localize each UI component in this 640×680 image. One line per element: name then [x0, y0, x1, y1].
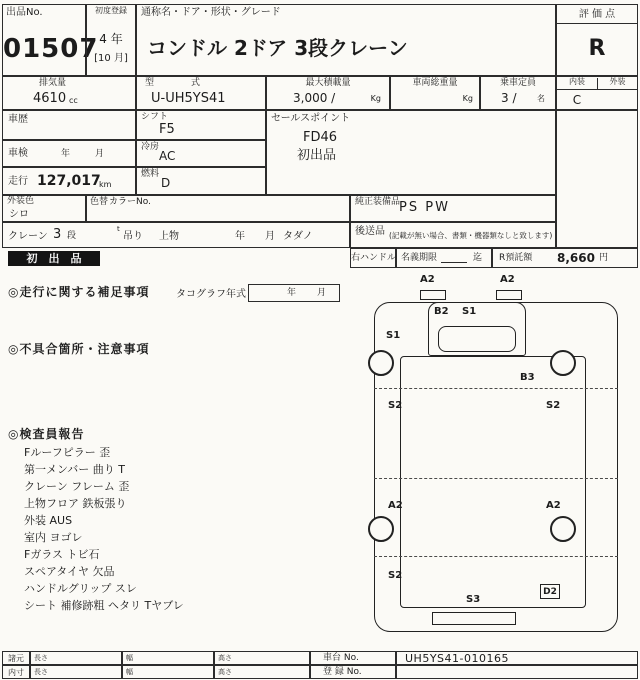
diagram-label-tail-center: S3 — [466, 594, 481, 605]
vehicle-name-value: コンドル 2ドア 3段クレーン — [147, 36, 408, 60]
diagram-label-cab-s1: S1 — [462, 306, 477, 317]
score-value: R — [588, 36, 606, 61]
model-code-cell — [136, 76, 266, 110]
displacement-label: 排気量 — [39, 78, 67, 88]
mileage-label: 走行 — [8, 176, 28, 187]
crane-ton-mark: t — [117, 225, 120, 233]
oem-equipment-cell — [350, 195, 556, 222]
crane-year: 年 — [235, 231, 245, 242]
sales-point-label: セールスポイント — [271, 113, 351, 124]
exhibit-no-cell — [2, 4, 99, 76]
tachograph-label: タコグラフ年式 — [176, 289, 246, 300]
inspector-note: Fルーフピラー 歪 — [24, 446, 111, 459]
roof-marker-right — [496, 290, 522, 300]
interior-exterior-cell — [556, 76, 638, 110]
color-no-label: カラーNo. — [109, 197, 151, 207]
inner-height-cell — [214, 665, 310, 679]
model-code-label: 型 式 — [145, 78, 215, 88]
shift-value: F5 — [159, 122, 175, 137]
diagram-label-mid-right: S2 — [546, 400, 561, 411]
inner-row-label: 内寸 — [8, 668, 24, 677]
name-limit-label: 名義期限 — [401, 253, 438, 263]
crane-cell — [2, 222, 350, 248]
shift-label: シフト — [141, 112, 169, 122]
mileage-value: 127,017 — [37, 173, 101, 189]
crane-unit: 段 — [67, 231, 77, 241]
displacement-unit: cc — [69, 96, 78, 105]
crane-month: 月 — [265, 231, 275, 242]
diagram-label-rear-left: A2 — [388, 500, 403, 511]
vehicle-diagram — [348, 268, 640, 650]
ac-label: 冷房 — [141, 142, 160, 152]
crane-value: 3 — [53, 227, 62, 242]
max-load-label: 最大積載量 — [305, 78, 351, 88]
mileage-unit: km — [99, 180, 112, 189]
first-registration-cell — [86, 4, 136, 76]
max-load-unit: Kg — [370, 94, 381, 103]
diagram-label-mid-left: S2 — [388, 400, 403, 411]
first-listing-badge: 初出品 — [8, 251, 100, 266]
vehicle-name-label: 通称名・ドア・形状・グレード — [141, 7, 281, 18]
diagram-label-tail-right: D2 — [540, 584, 560, 599]
displacement-cell — [2, 76, 136, 110]
inner-width-cell — [122, 665, 214, 679]
tachograph-box — [248, 284, 340, 302]
bed-outline — [400, 356, 586, 608]
sales-point-line1: FD46 — [303, 130, 338, 145]
inner-length-cell — [30, 665, 122, 679]
defects-heading: ◎不具合箇所・注意事項 — [8, 342, 150, 356]
forwarding-label: 後送品 — [355, 226, 385, 237]
dims-row-label-cell — [2, 651, 30, 665]
windshield-outline — [438, 326, 516, 352]
history-label: 車歴 — [8, 114, 28, 125]
inner-width-label: 幅 — [126, 668, 133, 676]
crane-lift-label: 吊り — [123, 231, 143, 242]
first-registration-label: 初度登録 — [95, 6, 127, 15]
inner-height-label: 高さ — [218, 668, 232, 676]
fuel-cell — [136, 167, 266, 195]
diagram-label-front-left: S1 — [386, 330, 401, 341]
inspection-cell — [2, 140, 136, 167]
diagram-label-roof-left: A2 — [420, 274, 435, 285]
inspector-note: シート 補修跡粗 ヘタリ Tヤブレ — [24, 599, 184, 612]
exterior-color-cell — [2, 195, 86, 222]
sales-point-line2: 初出品 — [297, 148, 337, 163]
color-change-cell — [86, 195, 350, 222]
interior-score: C — [572, 93, 582, 107]
chassis-no-label: 車台 No. — [323, 653, 359, 663]
inner-length-label: 長さ — [34, 668, 48, 676]
diagram-label-roof-right: A2 — [500, 274, 515, 285]
capacity-unit: 名 — [537, 94, 545, 103]
dims-length-cell — [30, 651, 122, 665]
diagram-label-front-right: B3 — [520, 372, 535, 383]
inspection-year: 年 — [61, 149, 71, 159]
interior-label: 内装 — [557, 78, 597, 90]
tachograph-month: 月 — [317, 288, 327, 298]
rear-bumper — [432, 612, 516, 625]
capacity-cell — [480, 76, 556, 110]
forwarding-note: (記載が無い場合、書類・機器類なしと致します) — [389, 231, 553, 240]
max-load-cell — [266, 76, 390, 110]
exterior-color-value: シロ — [9, 209, 29, 220]
diagram-divider-2 — [374, 478, 618, 479]
dims-height-label: 高さ — [218, 654, 232, 662]
exhibit-no-value: 01507 — [3, 34, 99, 64]
registration-no-value-cell — [396, 665, 638, 679]
crane-label: クレーン — [8, 231, 48, 242]
inspector-note: スペアタイヤ 欠品 — [24, 565, 115, 578]
inspector-note: Fガラス トビ石 — [24, 548, 100, 561]
name-limit-until: 迄 — [473, 253, 483, 263]
gross-weight-unit: Kg — [462, 94, 473, 103]
color-change-label: 色替 — [90, 197, 109, 207]
right-margin-cell — [556, 110, 638, 248]
history-cell — [2, 110, 136, 140]
inspection-month: 月 — [95, 149, 105, 159]
exhibit-no-label: 出品No. — [6, 7, 43, 18]
wheel-front-left — [368, 350, 394, 376]
inner-row-label-cell — [2, 665, 30, 679]
crane-body-label: 上物 — [159, 231, 179, 242]
registration-no-label-cell — [310, 665, 396, 679]
shift-cell — [136, 110, 266, 140]
first-registration-year: 4 年 — [99, 32, 123, 46]
deposit-unit: 円 — [599, 253, 609, 263]
ac-cell — [136, 140, 266, 167]
exterior-label: 外装 — [597, 78, 637, 90]
inspector-note: 上物フロア 鉄板張り — [24, 497, 127, 510]
diagram-label-tail-left: S2 — [388, 570, 403, 581]
dims-width-label: 幅 — [126, 654, 133, 662]
ac-value: AC — [159, 149, 176, 163]
handle-label: 右ハンドル — [351, 253, 397, 263]
diagram-divider-1 — [374, 388, 618, 389]
deposit-label: R預託額 — [499, 253, 533, 263]
chassis-no-value: UH5YS41-010165 — [405, 652, 509, 665]
inspector-note: クレーン フレーム 歪 — [24, 480, 130, 493]
diagram-label-rear-right: A2 — [546, 500, 561, 511]
inspector-note: 外装 AUS — [24, 514, 73, 527]
oem-equipment-value: PS PW — [399, 200, 450, 215]
forwarding-cell — [350, 222, 556, 248]
wheel-rear-right — [550, 516, 576, 542]
inspection-label: 車検 — [8, 148, 28, 159]
chassis-no-value-cell — [396, 651, 638, 665]
diagram-label-cab-b2: B2 — [434, 306, 449, 317]
displacement-value: 4610 — [33, 91, 67, 106]
max-load-value: 3,000 / — [293, 91, 336, 105]
score-label: 評 価 点 — [557, 9, 637, 24]
name-limit-cell — [396, 248, 492, 268]
inspector-notes-list — [24, 444, 184, 614]
fuel-value: D — [161, 176, 171, 190]
diagram-divider-3 — [374, 556, 618, 557]
score-cell — [556, 4, 638, 76]
inspector-note: 室内 ヨゴレ — [24, 531, 83, 544]
oem-equipment-label: 純正装備品 — [355, 197, 401, 207]
roof-marker-left — [420, 290, 446, 300]
dims-length-label: 長さ — [34, 654, 48, 662]
tachograph-year: 年 — [287, 288, 297, 298]
dims-row-label: 諸元 — [8, 654, 24, 663]
handle-cell — [350, 248, 396, 268]
capacity-value: 3 / — [501, 91, 517, 105]
fuel-label: 燃料 — [141, 169, 160, 179]
name-limit-blank — [441, 262, 467, 263]
inspector-note: 第一メンバー 曲り T — [24, 463, 125, 476]
gross-weight-label: 車両総重量 — [412, 78, 458, 88]
inspector-note: ハンドルグリップ スレ — [24, 582, 137, 595]
mileage-notes-heading: ◎走行に関する補足事項 — [8, 285, 150, 299]
dims-height-cell — [214, 651, 310, 665]
wheel-rear-left — [368, 516, 394, 542]
deposit-cell — [492, 248, 638, 268]
dims-width-cell — [122, 651, 214, 665]
inspector-heading: ◎検査員報告 — [8, 427, 85, 441]
vehicle-name-cell — [136, 4, 556, 76]
gross-weight-cell — [390, 76, 480, 110]
registration-no-label: 登 録 No. — [323, 667, 362, 677]
wheel-front-right — [550, 350, 576, 376]
first-registration-month: [10 月] — [94, 53, 128, 64]
sales-point-cell — [266, 110, 556, 195]
mileage-cell — [2, 167, 136, 195]
crane-maker: タダノ — [283, 231, 313, 242]
chassis-no-label-cell — [310, 651, 396, 665]
deposit-value: 8,660 — [557, 251, 595, 265]
capacity-label: 乗車定員 — [499, 78, 536, 88]
model-code-value: U-UH5YS41 — [151, 91, 226, 106]
exterior-color-label: 外装色 — [7, 196, 35, 206]
